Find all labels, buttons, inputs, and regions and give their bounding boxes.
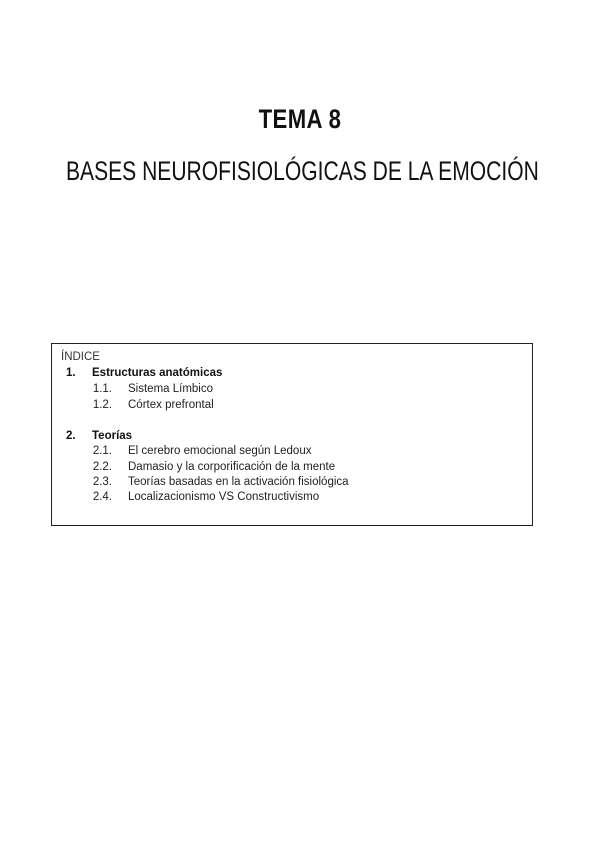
toc-item [52,460,532,476]
toc-item [52,444,532,460]
index-title: ÍNDICE [61,351,100,363]
toc-item-number: 1.1. [92,383,112,395]
toc-section-label: Teorías [92,430,133,442]
toc-section-number: 1. [66,367,76,379]
table-of-contents [51,343,533,526]
toc-section-number: 2. [66,430,76,442]
toc-item [52,475,532,491]
toc-item-number: 2.1. [92,445,112,457]
page-subtitle: BASES NEUROFISIOLÓGICAS DE LA EMOCIÓN [66,156,539,186]
toc-item-label: Teorías basadas en la activación fisiológica [128,476,349,488]
toc-item [52,490,532,506]
toc-item-number: 2.4. [92,491,112,503]
toc-item-number: 2.2. [92,461,112,473]
toc-item-label: Sistema Límbico [128,383,214,395]
toc-item [52,382,532,398]
toc-section-label: Estructuras anatómicas [92,367,223,379]
toc-item-number: 2.3. [92,476,112,488]
toc-item-label: Córtex prefrontal [128,399,214,411]
toc-item-label: Damasio y la corporificación de la mente [128,461,336,473]
toc-item-label: Localizacionismo VS Constructivismo [128,491,320,503]
page-title: TEMA 8 [258,104,342,134]
toc-item-number: 1.2. [92,399,112,411]
toc-item [52,398,532,414]
toc-item-label: El cerebro emocional según Ledoux [128,445,312,457]
